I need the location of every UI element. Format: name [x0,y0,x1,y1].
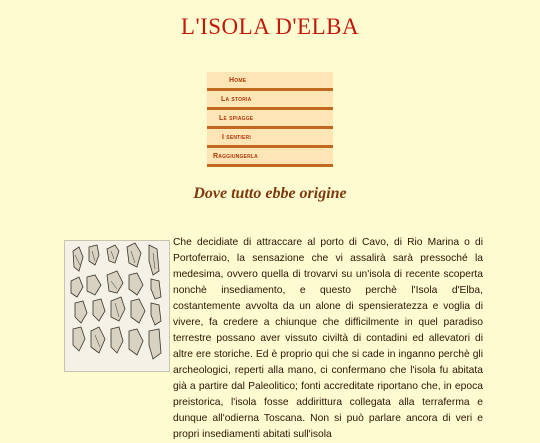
section-title: Dove tutto ebbe origine [193,185,347,202]
prehistoric-tools-illustration [65,241,169,371]
nav-link-storia[interactable]: La storia [221,95,252,103]
nav-link-raggiungerla[interactable]: Raggiungerla [213,152,258,160]
main-nav [207,72,333,167]
nav-link-spiagge[interactable]: Le spiagge [219,114,254,122]
prehistoric-tools-figure [64,240,170,372]
site-title: L'ISOLA D'ELBA [180,14,360,39]
nav-item-spiagge[interactable] [207,110,333,129]
nav-item-sentieri[interactable] [207,129,333,148]
nav-item-raggiungerla[interactable] [207,148,333,167]
intro-text: Che decidiate di attraccare al porto di Cavo, di Rio Marina o di Portoferraio, la sensazione che vi assalirà sarà pressoché la medesima, ovvero quella di trovarvi su un'isola di recente scoperta nonchè insediamento, e questo perchè l'Isola d'Elba, costantemente avvolta da un alone di spensieratezza e voglia di vivere, fa credere a chiunque che difficilmente in quel paradiso terrestre possano aver vissuto civiltà di contadini ed allevatori di altre ere storiche. Ed è proprio qui che si cade in inganno perchè gli archeologici, reperti alla mano, ci confermano che l'isola fu abitata già a partire dal Paleolitico; fonti accreditate riportano che, in epoca preistorica, l'isola fosse addirittura collegata alla terraferma e dunque all'odierna Toscana. Non si può parlare ancora di veri e propri insediamenti abitati sull'isola [173,237,483,440]
nav-item-storia[interactable] [207,91,333,110]
nav-item-home[interactable] [207,72,333,91]
nav-link-sentieri[interactable]: I sentieri [222,133,251,141]
nav-link-home[interactable]: Home [229,76,247,84]
